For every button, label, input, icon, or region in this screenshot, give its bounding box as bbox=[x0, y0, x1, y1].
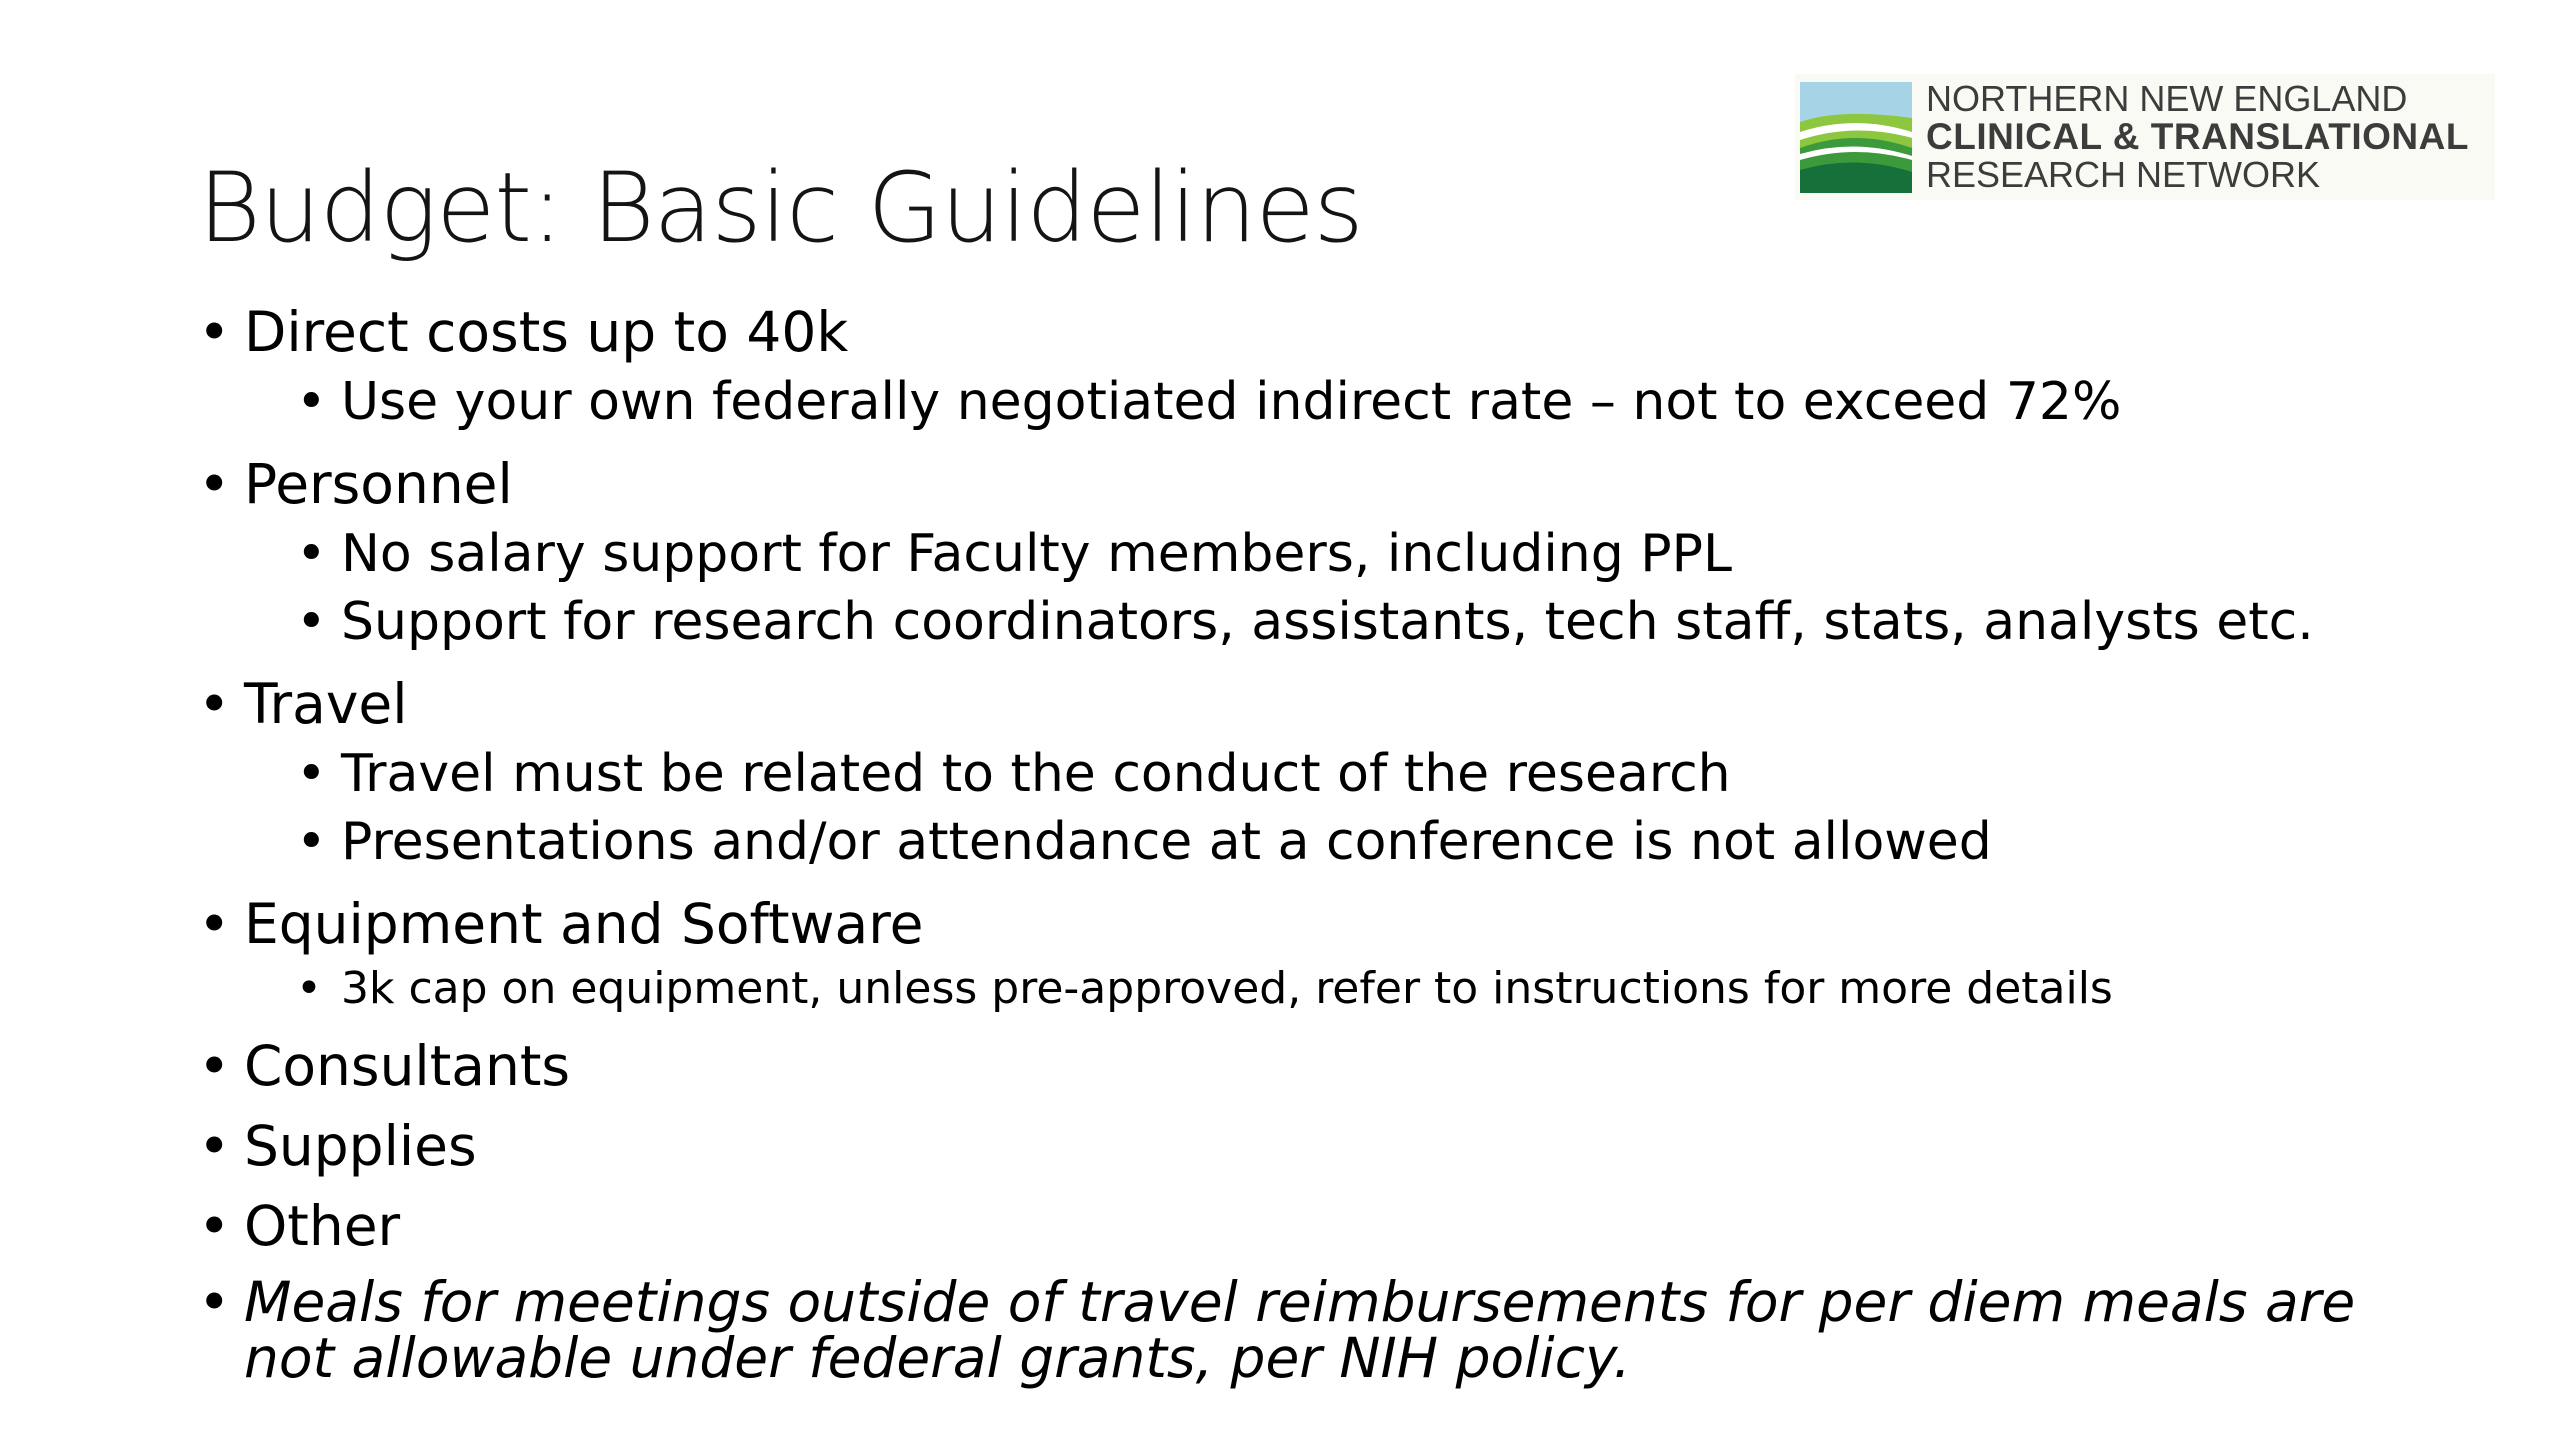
sub-bullet-indirect-rate: • Use your own federally negotiated indirect rate – not to exceed 72% bbox=[244, 368, 2428, 436]
nnecct-logo bbox=[1795, 74, 2495, 200]
logo-line-2: CLINICAL & TRANSLATIONAL bbox=[1926, 116, 2469, 157]
bullet-text: Other bbox=[244, 1194, 401, 1258]
bullet-text: Personnel bbox=[244, 452, 513, 516]
bullet-other bbox=[198, 1194, 2428, 1258]
bullet-meals-policy bbox=[198, 1270, 2424, 1390]
bullet-travel bbox=[198, 672, 2428, 876]
bullet-text: Supplies bbox=[244, 1114, 477, 1178]
bullet-list bbox=[198, 300, 2428, 1390]
sub-bullet-list bbox=[244, 368, 2428, 436]
bullet-text: Equipment and Software bbox=[244, 892, 924, 956]
sub-bullet-equipment-cap: • 3k cap on equipment, unless pre-approved, refer to instructions for more details bbox=[244, 960, 2428, 1018]
bullet-consultants bbox=[198, 1034, 2428, 1098]
bullet-text: Meals for meetings outside of travel reimbursements for per diem meals are not allowable under federal grants, per NIH policy. bbox=[244, 1270, 2356, 1390]
sub-bullet-staff-support: • Support for research coordinators, assistants, tech staff, stats, analysts etc. bbox=[244, 588, 2428, 656]
bullet-text: Travel bbox=[244, 672, 408, 736]
bullet-direct-costs bbox=[198, 300, 2428, 436]
logo-line-1: NORTHERN NEW ENGLAND bbox=[1926, 78, 2408, 119]
bullet-text: Consultants bbox=[244, 1034, 571, 1098]
slide-title: Budget: Basic Guidelines bbox=[198, 152, 1363, 264]
bullet-personnel bbox=[198, 452, 2428, 656]
logo-text bbox=[1926, 80, 2469, 194]
logo-hills-icon bbox=[1800, 82, 1912, 193]
sub-bullet-list bbox=[244, 520, 2428, 656]
sub-bullet-list bbox=[244, 960, 2428, 1018]
sub-bullet-list bbox=[244, 740, 2428, 876]
sub-bullet-faculty-salary: • No salary support for Faculty members, including PPL bbox=[244, 520, 2428, 588]
bullet-text: Direct costs up to 40k bbox=[244, 300, 849, 364]
logo-line-3: RESEARCH NETWORK bbox=[1926, 154, 2321, 195]
bullet-equipment-software bbox=[198, 892, 2428, 1018]
bullet-supplies bbox=[198, 1114, 2428, 1178]
sub-bullet-travel-related: • Travel must be related to the conduct of the research bbox=[244, 740, 2428, 808]
sub-bullet-conference: • Presentations and/or attendance at a conference is not allowed bbox=[244, 808, 2428, 876]
